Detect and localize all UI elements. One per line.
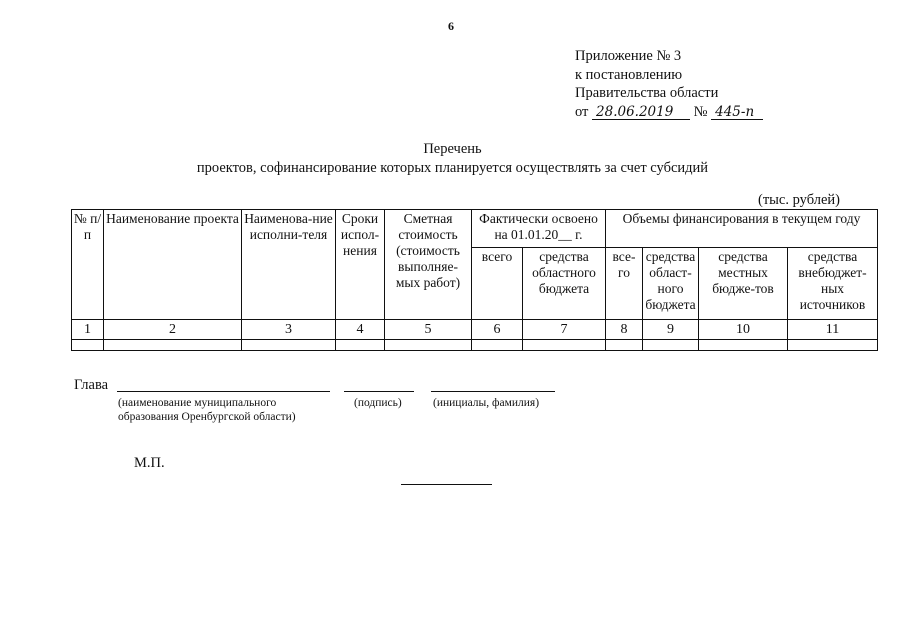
column-number-cell: 5 (385, 320, 472, 340)
empty-cell (385, 340, 472, 351)
document-title: Перечень (423, 141, 482, 157)
handwritten-number: 445-п (711, 105, 763, 120)
empty-cell (523, 340, 606, 351)
empty-cell (788, 340, 878, 351)
column-number-cell: 10 (699, 320, 788, 340)
column-number-cell: 6 (472, 320, 523, 340)
empty-cell (643, 340, 699, 351)
column-number-cell: 2 (104, 320, 242, 340)
empty-cell (242, 340, 336, 351)
caption-municipality-line-1: (наименование муниципального (118, 397, 277, 409)
column-number-cell: 1 (72, 320, 104, 340)
date-prefix: от (575, 103, 589, 120)
empty-cell (606, 340, 643, 351)
appendix-line-1: Приложение № 3 (575, 48, 682, 64)
caption-municipality-line-2: образования Оренбургской области) (118, 411, 296, 423)
header-col-actual-regional: средства областного бюджета (523, 248, 606, 320)
caption-signature: (подпись) (354, 397, 402, 409)
header-col-current-total: все-го (606, 248, 643, 320)
caption-initials: (инициалы, фамилия) (433, 397, 540, 409)
header-col-current-local: средства местных бюдже-тов (699, 248, 788, 320)
header-col-estimate: Сметная стоимость (стоимость выполняе-мых работ) (385, 210, 472, 320)
header-group-current-year: Объемы финансирования в текущем году (606, 210, 878, 248)
column-number-cell: 11 (788, 320, 878, 340)
handwritten-date: 28.06.2019 (592, 105, 690, 120)
column-number-cell: 8 (606, 320, 643, 340)
caption-municipality (118, 396, 296, 424)
page-number: 6 (448, 19, 454, 33)
column-number-cell: 7 (523, 320, 606, 340)
header-col-executor: Наименова-ние исполни-теля (242, 210, 336, 320)
document-subtitle: проектов, софинансирование которых планируется осуществлять за счет субсидий (196, 160, 709, 176)
empty-cell (336, 340, 385, 351)
stamp-place-label: М.П. (134, 455, 165, 471)
header-col-number: № п/п (72, 210, 104, 320)
column-number-cell: 3 (242, 320, 336, 340)
column-number-cell: 4 (336, 320, 385, 340)
empty-cell (472, 340, 523, 351)
column-number-cell: 9 (643, 320, 699, 340)
number-prefix: № (693, 103, 708, 120)
signature-initials-line (431, 391, 555, 392)
appendix-line-2: к постановлению (575, 66, 683, 83)
units-label: (тыс. рублей) (758, 192, 840, 208)
empty-cell (699, 340, 788, 351)
signature-head-label: Глава (74, 377, 109, 393)
signature-name-line (117, 391, 330, 392)
empty-cell (104, 340, 242, 351)
projects-table (71, 209, 878, 351)
end-divider-line (401, 484, 492, 485)
header-group-actual: Фактически освоено на 01.01.20__ г. (472, 210, 606, 248)
header-row-1 (72, 210, 878, 248)
appendix-line-3: Правительства области (575, 85, 719, 101)
header-col-current-extrabudget: средства внебюджет-ных источников (788, 248, 878, 320)
appendix-header (575, 47, 763, 121)
signature-sign-line (344, 391, 414, 392)
header-col-terms: Сроки испол-нения (336, 210, 385, 320)
empty-cell (72, 340, 104, 351)
header-col-actual-total: всего (472, 248, 523, 320)
header-col-current-regional: средства област-ного бюджета (643, 248, 699, 320)
header-col-project-name: Наименование проекта (104, 210, 242, 320)
appendix-date-line (575, 103, 763, 122)
column-numbers-row (72, 320, 878, 340)
empty-data-row (72, 340, 878, 351)
